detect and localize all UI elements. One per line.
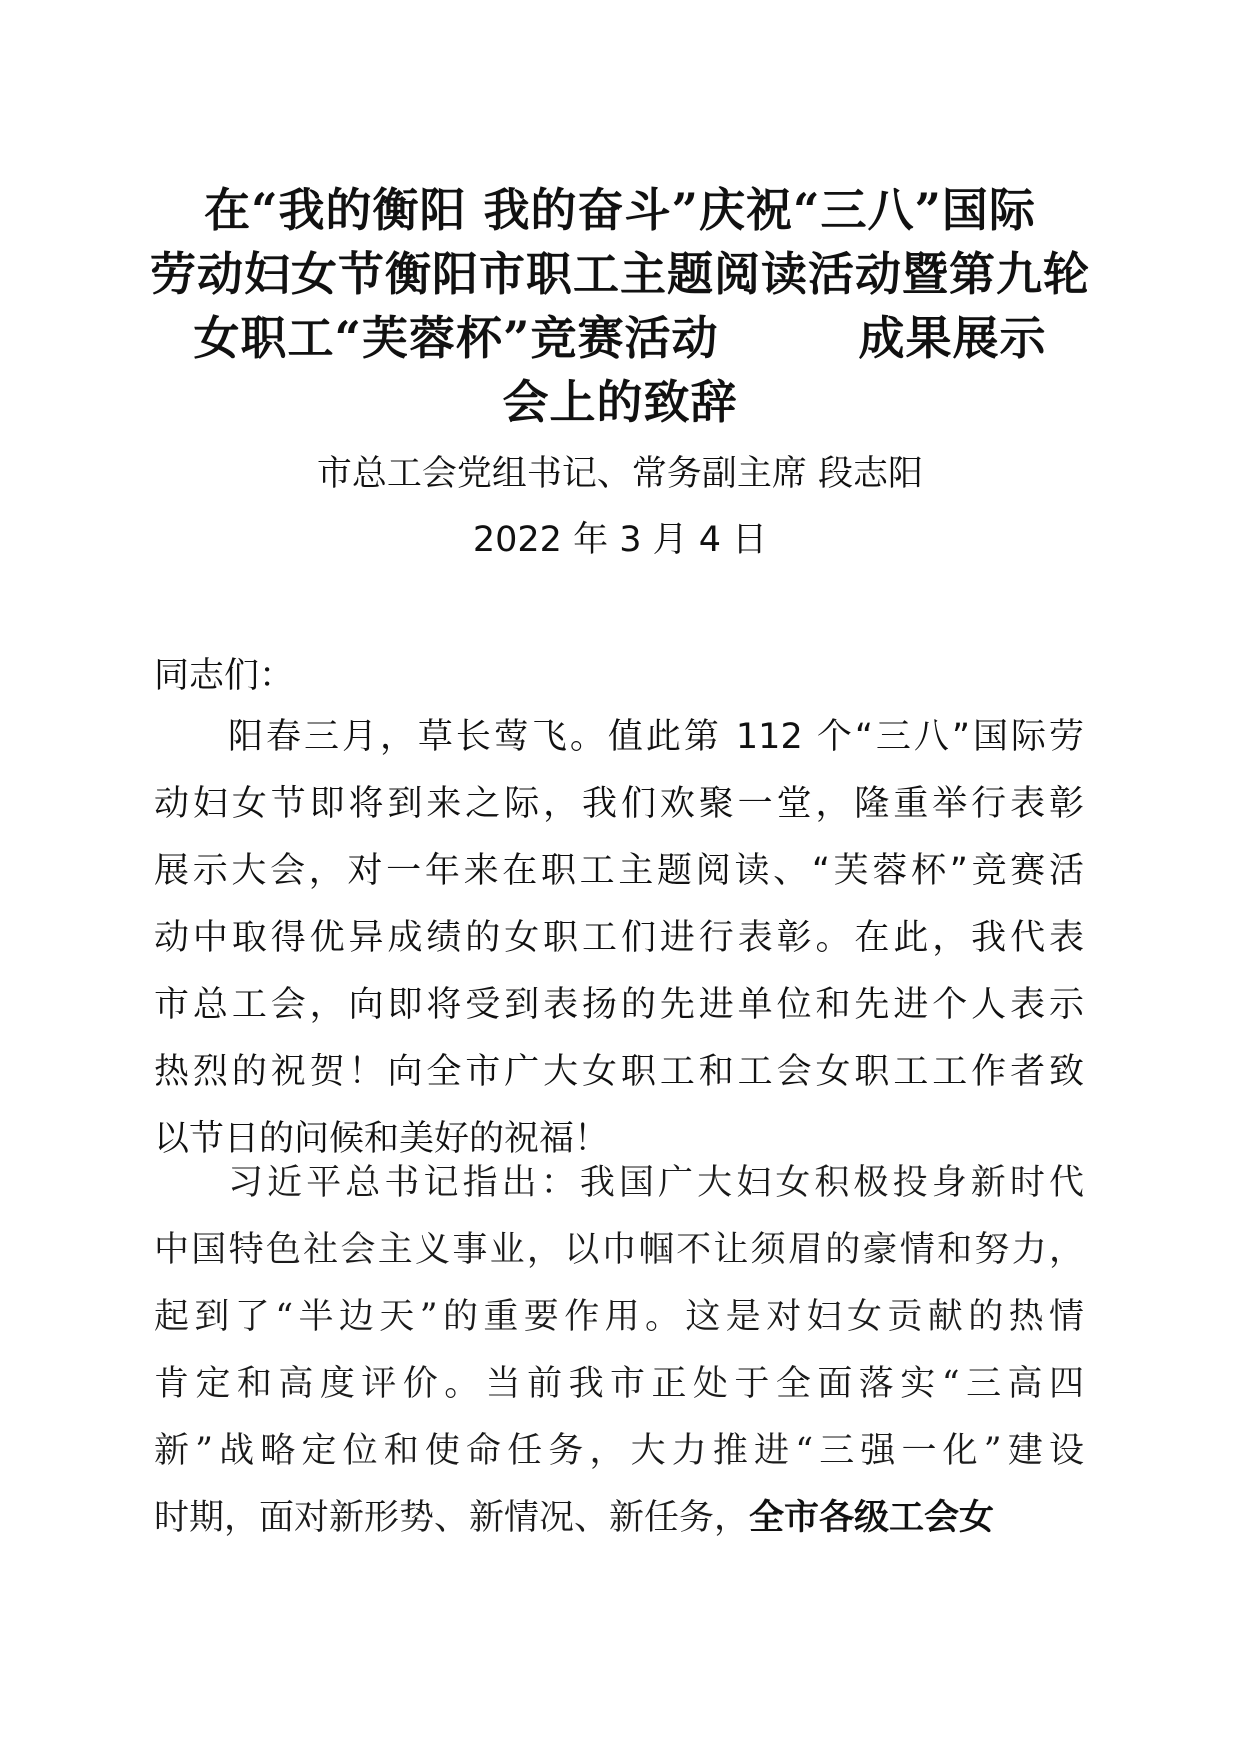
salutation: 同志们： (154, 656, 295, 696)
paragraph-1-line: 热烈的祝贺！向全市广大女职工和工会女职工工作者致 (154, 1052, 1084, 1092)
title-line-1: 在“我的衡阳 我的奋斗”庆祝“三八”国际 (204, 183, 1036, 237)
paragraph-2 (154, 1150, 1084, 1552)
paragraph-2-line: 肯定和高度评价。当前我市正处于全面落实“三高四 (154, 1364, 1084, 1404)
paragraph-1-line: 动中取得优异成绩的女职工们进行表彰。在此，我代表 (154, 918, 1084, 958)
paragraph-1-line: 展示大会，对一年来在职工主题阅读、“芙蓉杯”竞赛活 (154, 851, 1084, 891)
paragraph-1-line: 以节日的问候和美好的祝福！ (154, 1119, 610, 1159)
paragraph-2-line: 中国特色社会主义事业，以巾帼不让须眉的豪情和努力， (154, 1230, 1084, 1270)
title-line-3-part-b: 成果展示 (858, 311, 1047, 365)
title-line-4: 会上的致辞 (502, 375, 738, 429)
paragraph-2-line: 习近平总书记指出：我国广大妇女积极投身新时代 (228, 1163, 1084, 1203)
paragraph-1-line: 市总工会，向即将受到表扬的先进单位和先进个人表示 (154, 985, 1084, 1025)
paragraph-1 (154, 704, 1084, 1173)
paragraph-2-line: 时期，面对新形势、新情况、新任务， (154, 1498, 750, 1538)
title-line-3 (150, 306, 1090, 370)
speech-title (150, 178, 1090, 434)
speaker-byline: 市总工会党组书记、常务副主席 段志阳 (316, 454, 924, 494)
title-line-3-part-a: 女职工“芙蓉杯”竞赛活动 (193, 311, 719, 365)
paragraph-2-line: 新”战略定位和使命任务，大力推进“三强一化”建设 (154, 1431, 1084, 1471)
paragraph-2-last-line (154, 1485, 1084, 1552)
paragraph-1-line: 阳春三月，草长莺飞。值此第 112 个“三八”国际劳 (228, 717, 1084, 757)
paragraph-1-line: 动妇女节即将到来之际，我们欢聚一堂，隆重举行表彰 (154, 784, 1084, 824)
title-line-2: 劳动妇女节衡阳市职工主题阅读活动暨第九轮 (150, 247, 1090, 301)
speech-date: 2022 年 3 月 4 日 (472, 520, 768, 560)
paragraph-2-bold-tail: 全市各级工会女 (749, 1498, 995, 1538)
paragraph-2-line: 起到了“半边天”的重要作用。这是对妇女贡献的热情 (154, 1297, 1084, 1337)
